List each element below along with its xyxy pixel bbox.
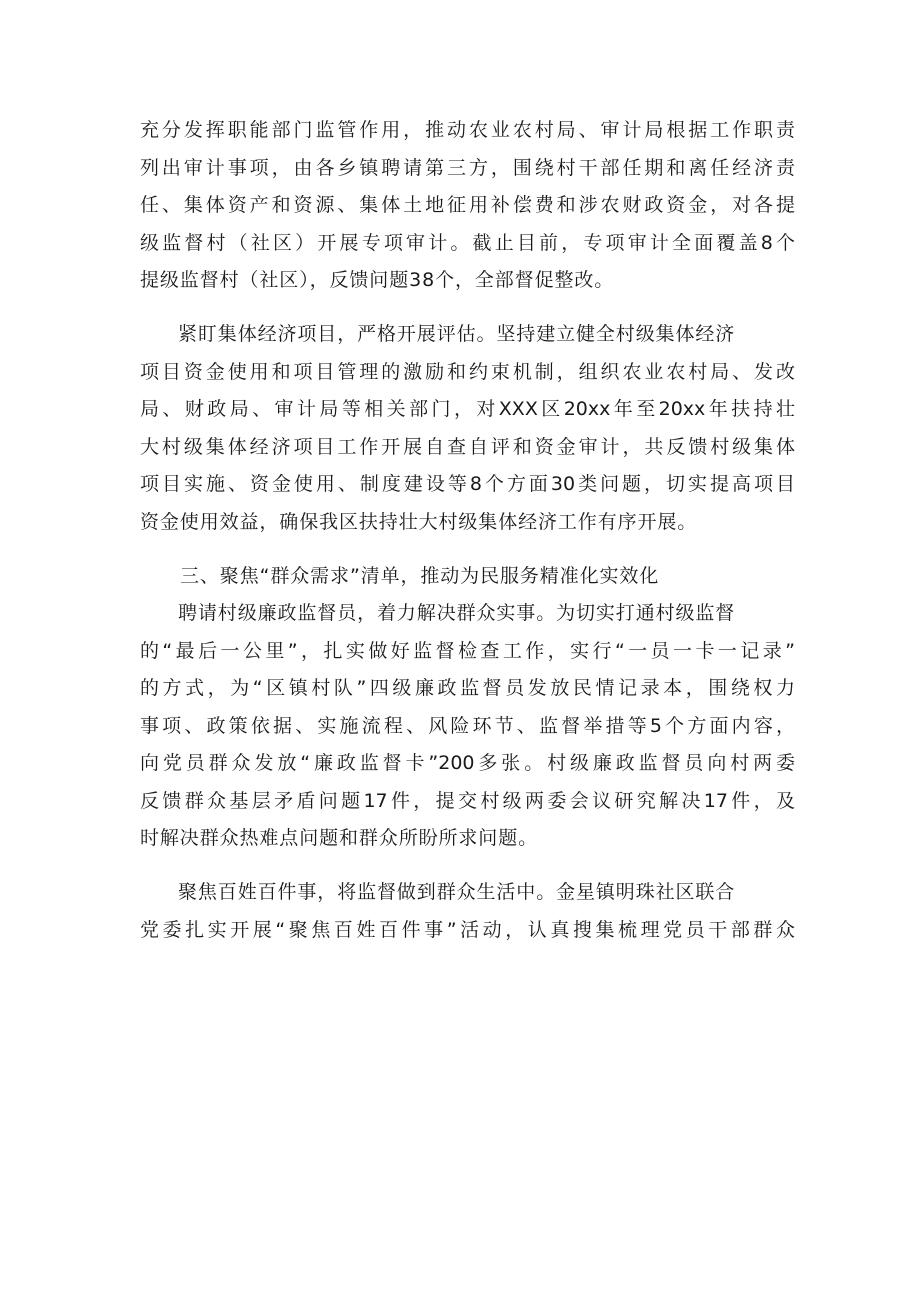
document-page <box>140 118 795 955</box>
text-line: 级监督村（社区）开展专项审计。截止目前，专项审计全面覆盖8个 <box>140 231 795 254</box>
text-line: 项目资金使用和项目管理的激励和约束机制，组织农业农村局、发改 <box>140 360 795 383</box>
section-heading-text: 三、聚焦“群众需求”清单，推动为民服务精准化实效化 <box>180 564 660 587</box>
paragraph-audit <box>140 118 795 292</box>
text-line: 聚焦百姓百件事，将监督做到群众生活中。金星镇明珠社区联合 <box>178 881 736 903</box>
text-line: 任、集体资产和资源、集体土地征用补偿费和涉农财政资金，对各提 <box>140 194 795 216</box>
text-line: 反馈群众基层矛盾问题17件，提交村级两委会议研究解决17件，及 <box>140 789 795 812</box>
text-line: 事项、政策依据、实施流程、风险环节、监督举措等5个方面内容， <box>140 714 795 737</box>
text-line: 资金使用效益，确保我区扶持壮大村级集体经济工作有序开展。 <box>140 510 698 533</box>
text-line: 紧盯集体经济项目，严格开展评估。坚持建立健全村级集体经济 <box>178 323 736 345</box>
text-line: 的“最后一公里”，扎实做好监督检查工作，实行“一员一卡一记录” <box>140 639 795 662</box>
text-line: 项目实施、资金使用、制度建设等8个方面30类问题，切实提高项目 <box>140 473 795 495</box>
text-line: 列出审计事项，由各乡镇聘请第三方，围绕村干部任期和离任经济责 <box>140 156 795 179</box>
text-line: 党委扎实开展“聚焦百姓百件事”活动，认真搜集梳理党员干部群众 <box>140 918 795 941</box>
paragraph-supervisors <box>140 601 795 850</box>
text-line: 聘请村级廉政监督员，着力解决群众实事。为切实打通村级监督 <box>178 602 736 624</box>
text-line: 时解决群众热难点问题和群众所盼所求问题。 <box>140 827 539 849</box>
paragraph-hundred-matters <box>140 880 795 942</box>
text-line: 局、财政局、审计局等相关部门，对XXX区20xx年至20xx年扶持壮 <box>140 398 795 420</box>
section-heading <box>140 564 795 588</box>
text-line: 的方式，为“区镇村队”四级廉政监督员发放民情记录本，围绕权力 <box>140 677 795 699</box>
text-line: 大村级集体经济项目工作开展自查自评和资金审计，共反馈村级集体 <box>140 435 795 458</box>
text-line: 充分发挥职能部门监管作用，推动农业农村局、审计局根据工作职责 <box>140 119 795 141</box>
paragraph-economic-projects <box>140 322 795 534</box>
text-line: 向党员群众发放“廉政监督卡”200多张。村级廉政监督员向村两委 <box>140 752 795 774</box>
text-line: 提级监督村（社区），反馈问题38个，全部督促整改。 <box>140 269 615 291</box>
